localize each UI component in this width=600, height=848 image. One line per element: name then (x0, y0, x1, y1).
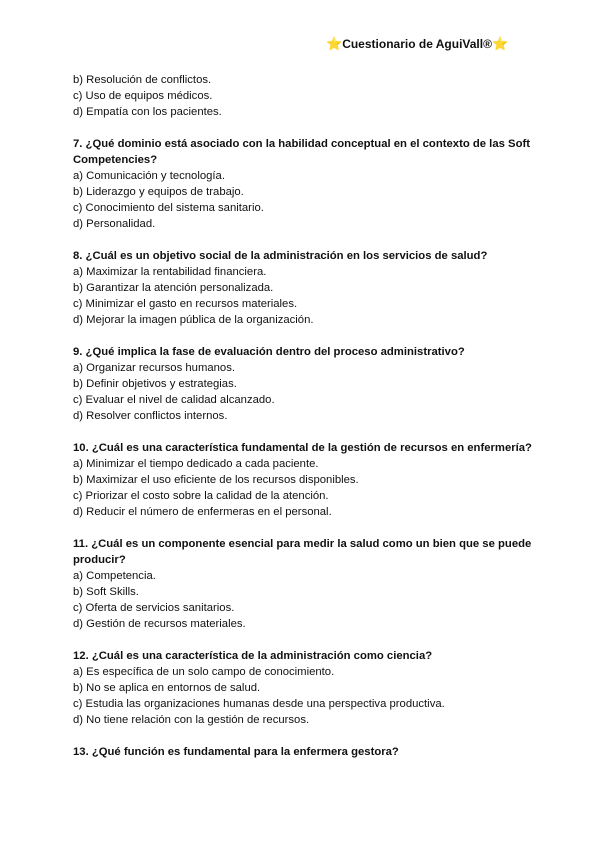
answer-option: c) Estudia las organizaciones humanas desde una perspectiva productiva. (73, 698, 445, 710)
question-text: 11. ¿Cuál es un componente esencial para medir la salud como un bien que se puede producir? (73, 538, 532, 566)
question-text: 10. ¿Cuál es una característica fundamental de la gestión de recursos en enfermería? (73, 442, 532, 454)
answer-option: c) Priorizar el costo sobre la calidad de la atención. (73, 490, 329, 502)
question-8 (73, 248, 533, 328)
question-7 (73, 136, 533, 232)
answer-option: a) Competencia. (73, 570, 156, 582)
answer-option: b) Maximizar el uso eficiente de los recursos disponibles. (73, 474, 359, 486)
answer-option: c) Minimizar el gasto en recursos materiales. (73, 298, 298, 310)
star-icon: ⭐ (326, 36, 343, 51)
star-icon: ⭐ (491, 36, 509, 51)
answer-option: d) Mejorar la imagen pública de la organización. (73, 314, 314, 326)
answer-option: b) Soft Skills. (73, 586, 139, 598)
question-11 (73, 536, 533, 632)
answer-option: a) Comunicación y tecnología. (73, 170, 225, 182)
answer-option: c) Evaluar el nivel de calidad alcanzado. (73, 394, 275, 406)
answer-option: b) Garantizar la atención personalizada. (73, 282, 274, 294)
answer-option: a) Organizar recursos humanos. (73, 362, 235, 374)
answer-option: a) Es específica de un solo campo de conocimiento. (73, 666, 335, 678)
answer-option: d) No tiene relación con la gestión de recursos. (73, 714, 310, 726)
answer-option: b) Liderazgo y equipos de trabajo. (73, 186, 244, 198)
answer-option: d) Reducir el número de enfermeras en el personal. (73, 506, 332, 518)
leading-options (73, 72, 533, 120)
quiz-content (73, 72, 533, 760)
answer-option: b) Resolución de conflictos. (73, 74, 212, 86)
question-text: 9. ¿Qué implica la fase de evaluación dentro del proceso administrativo? (73, 346, 465, 358)
answer-option: c) Uso de equipos médicos. (73, 90, 213, 102)
answer-option: b) No se aplica en entornos de salud. (73, 682, 261, 694)
answer-option: d) Empatía con los pacientes. (73, 106, 222, 118)
answer-option: d) Gestión de recursos materiales. (73, 618, 246, 630)
document-title: Cuestionario de AguiVall® (342, 37, 492, 51)
question-9 (73, 344, 533, 424)
answer-option: a) Minimizar el tiempo dedicado a cada paciente. (73, 458, 319, 470)
question-13 (73, 744, 533, 760)
question-text: 8. ¿Cuál es un objetivo social de la administración en los servicios de salud? (73, 250, 488, 262)
answer-option: c) Conocimiento del sistema sanitario. (73, 202, 264, 214)
answer-option: a) Maximizar la rentabilidad financiera. (73, 266, 267, 278)
answer-option: c) Oferta de servicios sanitarios. (73, 602, 235, 614)
question-12 (73, 648, 533, 728)
question-text: 12. ¿Cuál es una característica de la administración como ciencia? (73, 650, 433, 662)
answer-option: b) Definir objetivos y estrategias. (73, 378, 237, 390)
answer-option: d) Personalidad. (73, 218, 156, 230)
question-10 (73, 440, 533, 520)
answer-option: d) Resolver conflictos internos. (73, 410, 228, 422)
question-text: 13. ¿Qué función es fundamental para la enfermera gestora? (73, 746, 399, 758)
question-text: 7. ¿Qué dominio está asociado con la habilidad conceptual en el contexto de las Soft Competencies? (73, 138, 530, 166)
document-header (326, 37, 508, 51)
